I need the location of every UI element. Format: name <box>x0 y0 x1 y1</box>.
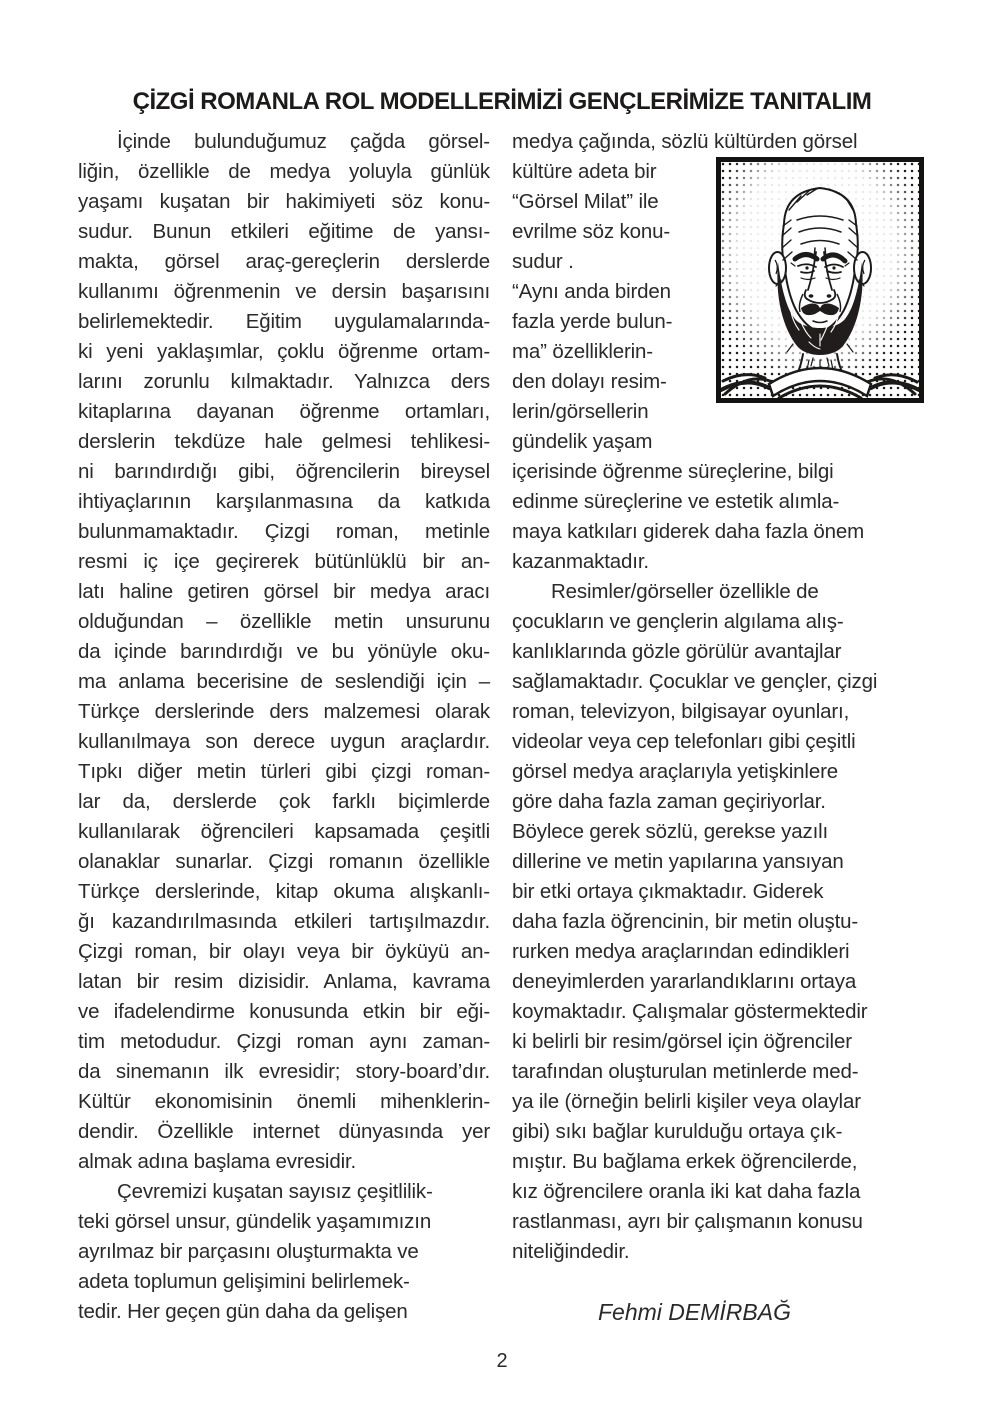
text-line: kullanılarak öğrencileri kapsamada çeşitli <box>78 820 490 843</box>
text-line: resmi iç içe geçirerek bütünlüklü bir an- <box>78 550 490 573</box>
text-line: Resimler/görseller özellikle de <box>551 580 819 603</box>
article-title: ÇİZGİ ROMANLA ROL MODELLERİMİZİ GENÇLERİMİZE TANITALIM <box>132 88 872 116</box>
left-text-column <box>78 127 490 1327</box>
text-line: liğin, özellikle de medya yoluyla günlük <box>78 160 490 183</box>
author-byline: Fehmi DEMİRBAĞ <box>598 1299 791 1325</box>
text-line: Türkçe derslerinde ders malzemesi olarak <box>78 700 490 723</box>
text-line: Çizgi roman, bir olayı veya bir öyküyü an- <box>78 940 490 963</box>
text-line: ma” özelliklerin- <box>512 340 653 363</box>
text-line: Tıpkı diğer metin türleri gibi çizgi roman- <box>78 760 490 783</box>
text-line: bir etki ortaya çıkmaktadır. Giderek <box>512 880 824 903</box>
text-line: almak adına başlama evresidir. <box>78 1150 357 1173</box>
text-line: ayrılmaz bir parçasını oluşturmakta ve <box>78 1240 419 1263</box>
text-line: medya çağında, sözlü kültürden görsel <box>512 130 858 153</box>
text-line: mıştır. Bu bağlama erkek öğrencilerde, <box>512 1150 858 1173</box>
text-line: olanaklar sunarlar. Çizgi romanın özellikle <box>78 850 490 873</box>
text-line: teki görsel unsur, gündelik yaşamımızın <box>78 1210 432 1233</box>
text-line: Çevremizi kuşatan sayısız çeşitlilik- <box>117 1180 433 1203</box>
text-line: göre daha fazla zaman geçiriyorlar. <box>512 790 826 813</box>
text-line: ya ile (örneğin belirli kişiler veya olaylar <box>512 1090 861 1113</box>
portrait-illustration <box>716 157 924 403</box>
text-line: içerisinde öğrenme süreçlerine, bilgi <box>512 460 834 483</box>
text-line: ve ifadelendirme konusunda etkin bir eği- <box>78 1000 490 1023</box>
text-line: makta, görsel araç-gereçlerin derslerde <box>78 250 490 273</box>
paragraph-1 <box>78 127 490 1177</box>
text-line: gibi) sıkı bağlar kurulduğu ortaya çık- <box>512 1120 843 1143</box>
text-line: kullanılmaya son derece uygun araçlardır. <box>78 730 490 753</box>
text-line: adeta toplumun gelişimini belirlemek- <box>78 1270 410 1293</box>
text-line: kültüre adeta bir <box>512 160 657 183</box>
text-line: ğı kazandırılmasında etkileri tartışılmazdır. <box>78 910 490 933</box>
text-line: “Görsel Milat” ile <box>512 190 659 213</box>
text-line: kız öğrencilere oranla iki kat daha fazla <box>512 1180 861 1203</box>
text-line: Böylece gerek sözlü, gerekse yazılı <box>512 820 829 843</box>
text-line: tarafından oluşturulan metinlerde med- <box>512 1060 859 1083</box>
comic-portrait-bearded-man-icon <box>721 162 919 398</box>
text-line: rastlanması, ayrı bir çalışmanın konusu <box>512 1210 863 1233</box>
text-line: niteliğindedir. <box>512 1240 630 1263</box>
text-line: edinme süreçlerine ve estetik alımla- <box>512 490 840 513</box>
text-line: derslerin tekdüze hale gelmesi tehlikesi- <box>78 430 490 453</box>
text-line: dillerine ve metin yapılarına yansıyan <box>512 850 844 873</box>
text-line: kitaplarına dayanan öğrenme ortamları, <box>78 400 490 423</box>
text-line: kanlıklarında gözle görülür avantajlar <box>512 640 842 663</box>
text-line: ki yeni yaklaşımlar, çoklu öğrenme ortam- <box>78 340 490 363</box>
text-line: deneyimlerden yararlandıklarını ortaya <box>512 970 857 993</box>
text-line: maya katkıları giderek daha fazla önem <box>512 520 865 543</box>
text-line: daha fazla öğrencinin, bir metin oluştu- <box>512 910 859 933</box>
text-line: “Aynı anda birden <box>512 280 671 303</box>
text-line: ihtiyaçlarının karşılanmasına da katkıda <box>78 490 490 513</box>
text-below-image <box>512 457 924 577</box>
text-line: belirlemektedir. Eğitim uygulamalarında- <box>78 310 490 333</box>
right-text-column <box>512 127 924 1327</box>
image-text-wrap-region <box>512 157 924 457</box>
text-line: da içinde barındırdığı ve bu yönüyle oku- <box>78 640 490 663</box>
text-line: kazanmaktadır. <box>512 550 649 573</box>
text-line: dendir. Özellikle internet dünyasında yer <box>78 1120 490 1143</box>
text-line: yaşamı kuşatan bir hakimiyeti söz konu- <box>78 190 490 213</box>
text-line: ni barındırdığı gibi, öğrencilerin bireysel <box>78 460 490 483</box>
text-line: larını zorunlu kılmaktadır. Yalnızca ders <box>78 370 490 393</box>
text-line: rurken medya araçlarından edindikleri <box>512 940 850 963</box>
text-line: latı haline getiren görsel bir medya aracı <box>78 580 490 603</box>
text-line: ma anlama becerisine de seslendiği için – <box>78 670 490 693</box>
text-line: ki belirli bir resim/görsel için öğrenciler <box>512 1030 852 1053</box>
text-line: bulunmamaktadır. Çizgi roman, metinle <box>78 520 490 543</box>
text-line: görsel medya araçlarıyla yetişkinlere <box>512 760 839 783</box>
text-line: lerin/görsellerin <box>512 400 649 423</box>
text-line: tedir. Her geçen gün daha da gelişen <box>78 1300 408 1323</box>
text-line: sudur. Bunun etkileri eğitime de yansı- <box>78 220 490 243</box>
text-line: olduğundan – özellikle metin unsurunu <box>78 610 490 633</box>
text-line: tim metodudur. Çizgi roman aynı zaman- <box>78 1030 490 1053</box>
text-line: sağlamaktadır. Çocuklar ve gençler, çizgi <box>512 670 878 693</box>
text-line: videolar veya cep telefonları gibi çeşitli <box>512 730 856 753</box>
text-beside-image <box>512 157 717 457</box>
text-line: den dolayı resim- <box>512 370 667 393</box>
text-line: gündelik yaşam <box>512 430 653 453</box>
text-line: koymaktadır. Çalışmalar göstermektedir <box>512 1000 868 1023</box>
text-line: lar da, derslerde çok farklı biçimlerde <box>78 790 490 813</box>
text-line: sudur . <box>512 250 574 273</box>
paragraph-2 <box>78 1177 490 1327</box>
text-line: fazla yerde bulun- <box>512 310 673 333</box>
text-line: Kültür ekonomisinin önemli mihenklerin- <box>78 1090 490 1113</box>
text-line: Türkçe derslerinde, kitap okuma alışkanlı- <box>78 880 490 903</box>
text-line: latan bir resim dizisidir. Anlama, kavrama <box>78 970 490 993</box>
text-line: çocukların ve gençlerin algılama alış- <box>512 610 844 633</box>
text-line: İçinde bulunduğumuz çağda görsel- <box>117 130 490 153</box>
text-line: kullanımı öğrenmenin ve dersin başarısını <box>78 280 490 303</box>
text-line: da sinemanın ilk evresidir; story-board’dır. <box>78 1060 490 1083</box>
page-number: 2 <box>496 1350 508 1372</box>
text-line: roman, televizyon, bilgisayar oyunları, <box>512 700 850 723</box>
text-line: evrilme söz konu- <box>512 220 671 243</box>
right-paragraph-2 <box>512 577 924 1267</box>
